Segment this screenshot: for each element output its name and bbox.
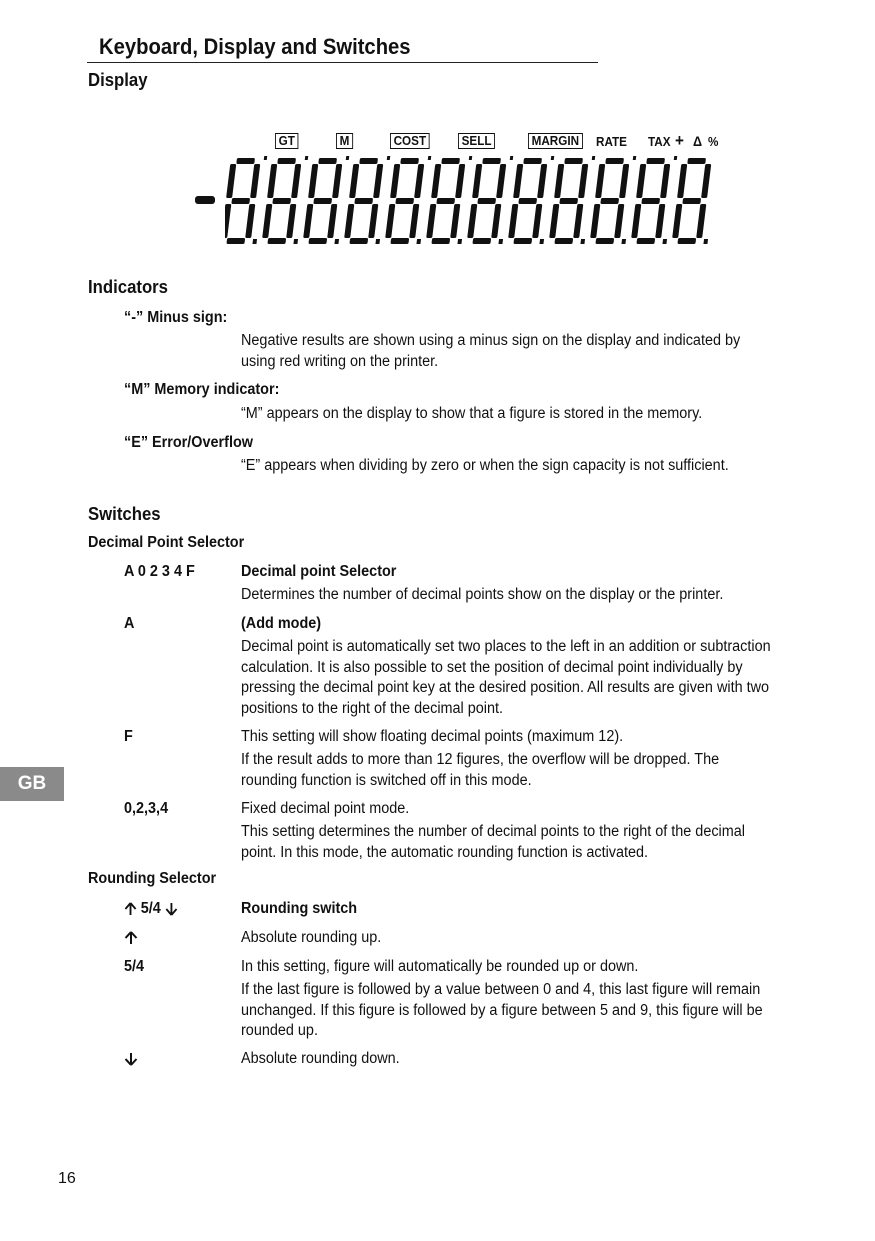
lcd-segment [660,164,670,198]
lcd-segment [277,158,296,164]
lcd-segment [496,164,506,198]
indicator-percent: % [708,134,719,149]
lcd-segment [554,238,573,244]
lcd-segment [236,158,255,164]
lcd-segment [513,238,532,244]
lcd-digit [548,156,595,244]
lcd-segment [619,164,629,198]
indicator-gt: GT [275,133,298,149]
arrow-up-icon [124,931,138,945]
lcd-segment [431,238,450,244]
lcd-segment [426,204,436,238]
indicator-m: M [336,133,353,149]
decimal-desc-fixed-2: This setting determines the number of decimal points to the right of the decimal point. In this mode, the automatic rounding function is activated. [241,823,745,861]
lcd-upper-dot [510,156,513,160]
decimal-desc-selector: Determines the number of decimal points show on the display or the printer. [241,586,724,603]
lcd-segment [373,164,383,198]
lcd-segment [332,164,342,198]
lcd-segment [344,204,354,238]
lcd-segment [677,238,696,244]
lcd-segment [327,204,337,238]
lcd-minus-sign [195,196,215,204]
lcd-segment [267,164,277,198]
switches-heading: Switches [88,504,161,524]
lcd-upper-dot [551,156,554,160]
lcd-segment [262,204,272,238]
indicator-term-memory: “M” Memory indicator: [124,381,280,398]
lcd-segment [250,164,260,198]
lcd-segment [655,204,665,238]
indicator-desc-memory: “M” appears on the display to show that a figure is stored in the memory. [241,405,703,422]
lcd-segment [508,204,518,238]
lcd-segment [308,238,327,244]
rounding-title: Rounding switch [241,900,358,917]
lcd-segment [523,158,542,164]
lcd-segment [537,164,547,198]
lcd-segment [400,158,419,164]
lcd-digit [425,156,472,244]
lcd-segment [395,198,414,204]
lcd-segment [472,164,482,198]
lcd-upper-dot [633,156,636,160]
lcd-segment [513,164,523,198]
lcd-segment [696,204,706,238]
lcd-segment [554,164,564,198]
lcd-segment [477,198,496,204]
lcd-upper-dot [592,156,595,160]
lcd-segment [354,198,373,204]
lcd-upper-dot [305,156,308,160]
lcd-segment [595,238,614,244]
lcd-upper-dot [674,156,677,160]
lcd-segment [672,204,682,238]
indicator-cost: COST [390,133,430,149]
lcd-digit [343,156,390,244]
decimal-term-f: F [124,728,133,745]
lcd-upper-dot [387,156,390,160]
indicator-sell: SELL [458,133,495,149]
indicator-desc-error: “E” appears when dividing by zero or when the sign capacity is not sufficient. [241,457,729,474]
lcd-segment [600,198,619,204]
lcd-segment [225,204,231,238]
lcd-decimal-point [498,239,503,244]
lcd-segment [385,204,395,238]
lcd-decimal-point [457,239,462,244]
lcd-segment [313,198,332,204]
lcd-decimal-point [416,239,421,244]
lcd-segment [349,238,368,244]
lcd-segment [267,238,286,244]
indicator-term-error: “E” Error/Overflow [124,434,253,451]
lcd-segment [441,158,460,164]
lcd-decimal-point [621,239,626,244]
lcd-upper-dot [428,156,431,160]
lcd-segment [272,198,291,204]
lcd-segment [409,204,419,238]
lcd-segment [491,204,501,238]
display-heading: Display [88,70,148,90]
lcd-segment [291,164,301,198]
lcd-segment [549,204,559,238]
lcd-segment [631,204,641,238]
rounding-desc-down: Absolute rounding down. [241,1050,400,1067]
lcd-upper-dot [346,156,349,160]
lcd-segment [472,238,491,244]
lcd-decimal-point [293,239,298,244]
lcd-segment [231,198,250,204]
lcd-segment [226,238,245,244]
decimal-desc-fixed-1: Fixed decimal point mode. [241,800,410,817]
lcd-segment [636,164,646,198]
indicator-delta: Δ [693,133,703,149]
arrow-down-icon [165,902,178,916]
lcd-digit [671,158,718,244]
lcd-decimal-point [539,239,544,244]
lcd-segment [450,204,460,238]
lcd-segment [605,158,624,164]
lcd-segment [614,204,624,238]
decimal-desc-f-1: This setting will show floating decimal points (maximum 12). [241,728,624,745]
indicator-rate: RATE [596,134,627,149]
lcd-digit [384,156,431,244]
arrow-up-icon [124,902,137,916]
decimal-term-fixed: 0,2,3,4 [124,800,169,817]
decimal-term-a: A [124,615,135,632]
rounding-desc-up: Absolute rounding up. [241,929,382,946]
lcd-segment [368,204,378,238]
lcd-segment [682,198,701,204]
arrow-down-icon [124,1052,138,1066]
page-title [87,30,598,63]
page-number: 16 [58,1170,76,1187]
lcd-decimal-point [662,239,667,244]
decimal-desc-f-2: If the result adds to more than 12 figures, the overflow will be dropped. The rounding function is switched off in this mode. [241,751,720,789]
lcd-segment [532,204,542,238]
rounding-desc-54-1: In this setting, figure will automatically be rounded up or down. [241,958,639,975]
lcd-decimal-point [703,239,708,244]
lcd-segment [636,238,655,244]
lcd-upper-dot [264,156,267,160]
lcd-segment [467,204,477,238]
indicator-term-minus: “-” Minus sign: [124,309,228,326]
indicators-heading: Indicators [88,277,169,297]
rounding-term-all [124,900,178,918]
lcd-decimal-point [252,239,257,244]
lcd-segment [436,198,455,204]
lcd-segment [641,198,660,204]
lcd-segment [303,204,313,238]
lcd-segment [226,164,236,198]
decimal-selector-heading: Decimal Point Selector [88,534,245,551]
lcd-digit [225,156,267,244]
lcd-segment [308,164,318,198]
lcd-display [225,150,745,250]
indicator-tax: TAX [648,134,671,149]
lcd-decimal-point [334,239,339,244]
lcd-segment [455,164,465,198]
lcd-segment [318,158,337,164]
lcd-segment [518,198,537,204]
lcd-segment [564,158,583,164]
lcd-upper-dot [469,156,472,160]
lcd-digit [261,156,308,244]
language-tab: GB [0,767,64,801]
page-title-text: Keyboard, Display and Switches [99,34,411,59]
lcd-segment [646,158,665,164]
lcd-decimal-point [580,239,585,244]
lcd-segment [245,204,255,238]
lcd-segment [595,164,605,198]
lcd-segment [349,164,359,198]
lcd-segment [431,164,441,198]
rounding-selector-heading: Rounding Selector [88,870,217,887]
lcd-segment [482,158,501,164]
lcd-digit [630,156,677,244]
lcd-segment [701,164,711,198]
lcd-segment [286,204,296,238]
rounding-term-54: 5/4 [124,958,145,975]
decimal-title-selector: Decimal point Selector [241,563,397,580]
lcd-digit [302,156,349,244]
lcd-digit [589,156,636,244]
rounding-desc-54-2: If the last figure is followed by a value between 0 and 4, this last figure will remain unchanged. If this figure is followed by a figure between 5 and 9, this figure will be rounded up. [241,981,763,1039]
indicator-margin: MARGIN [528,133,583,149]
lcd-decimal-point [375,239,380,244]
lcd-segment [578,164,588,198]
decimal-title-add-mode: (Add mode) [241,615,322,632]
lcd-segment [559,198,578,204]
lcd-segment [590,204,600,238]
lcd-segment [390,164,400,198]
lcd-segment [390,238,409,244]
lcd-segment [687,158,706,164]
decimal-desc-add-mode: Decimal point is automatically set two places to the left in an addition or subtraction calculation. It is also possible to set the position of decimal point individually by pressing the decimal point key at the desired position. All results are given with two positions to the right of the decimal point. [241,638,771,717]
lcd-segment [359,158,378,164]
indicator-desc-minus: Negative results are shown using a minus sign on the display and indicated by using red writing on the printer. [241,332,741,370]
lcd-digit [507,156,554,244]
rounding-term-label: 5/4 [140,900,161,917]
lcd-digit [466,156,513,244]
lcd-segment [414,164,424,198]
decimal-term-all: A 0 2 3 4 F [124,563,195,580]
lcd-segment [677,164,687,198]
indicator-plus: + [675,131,684,150]
lcd-segment [573,204,583,238]
